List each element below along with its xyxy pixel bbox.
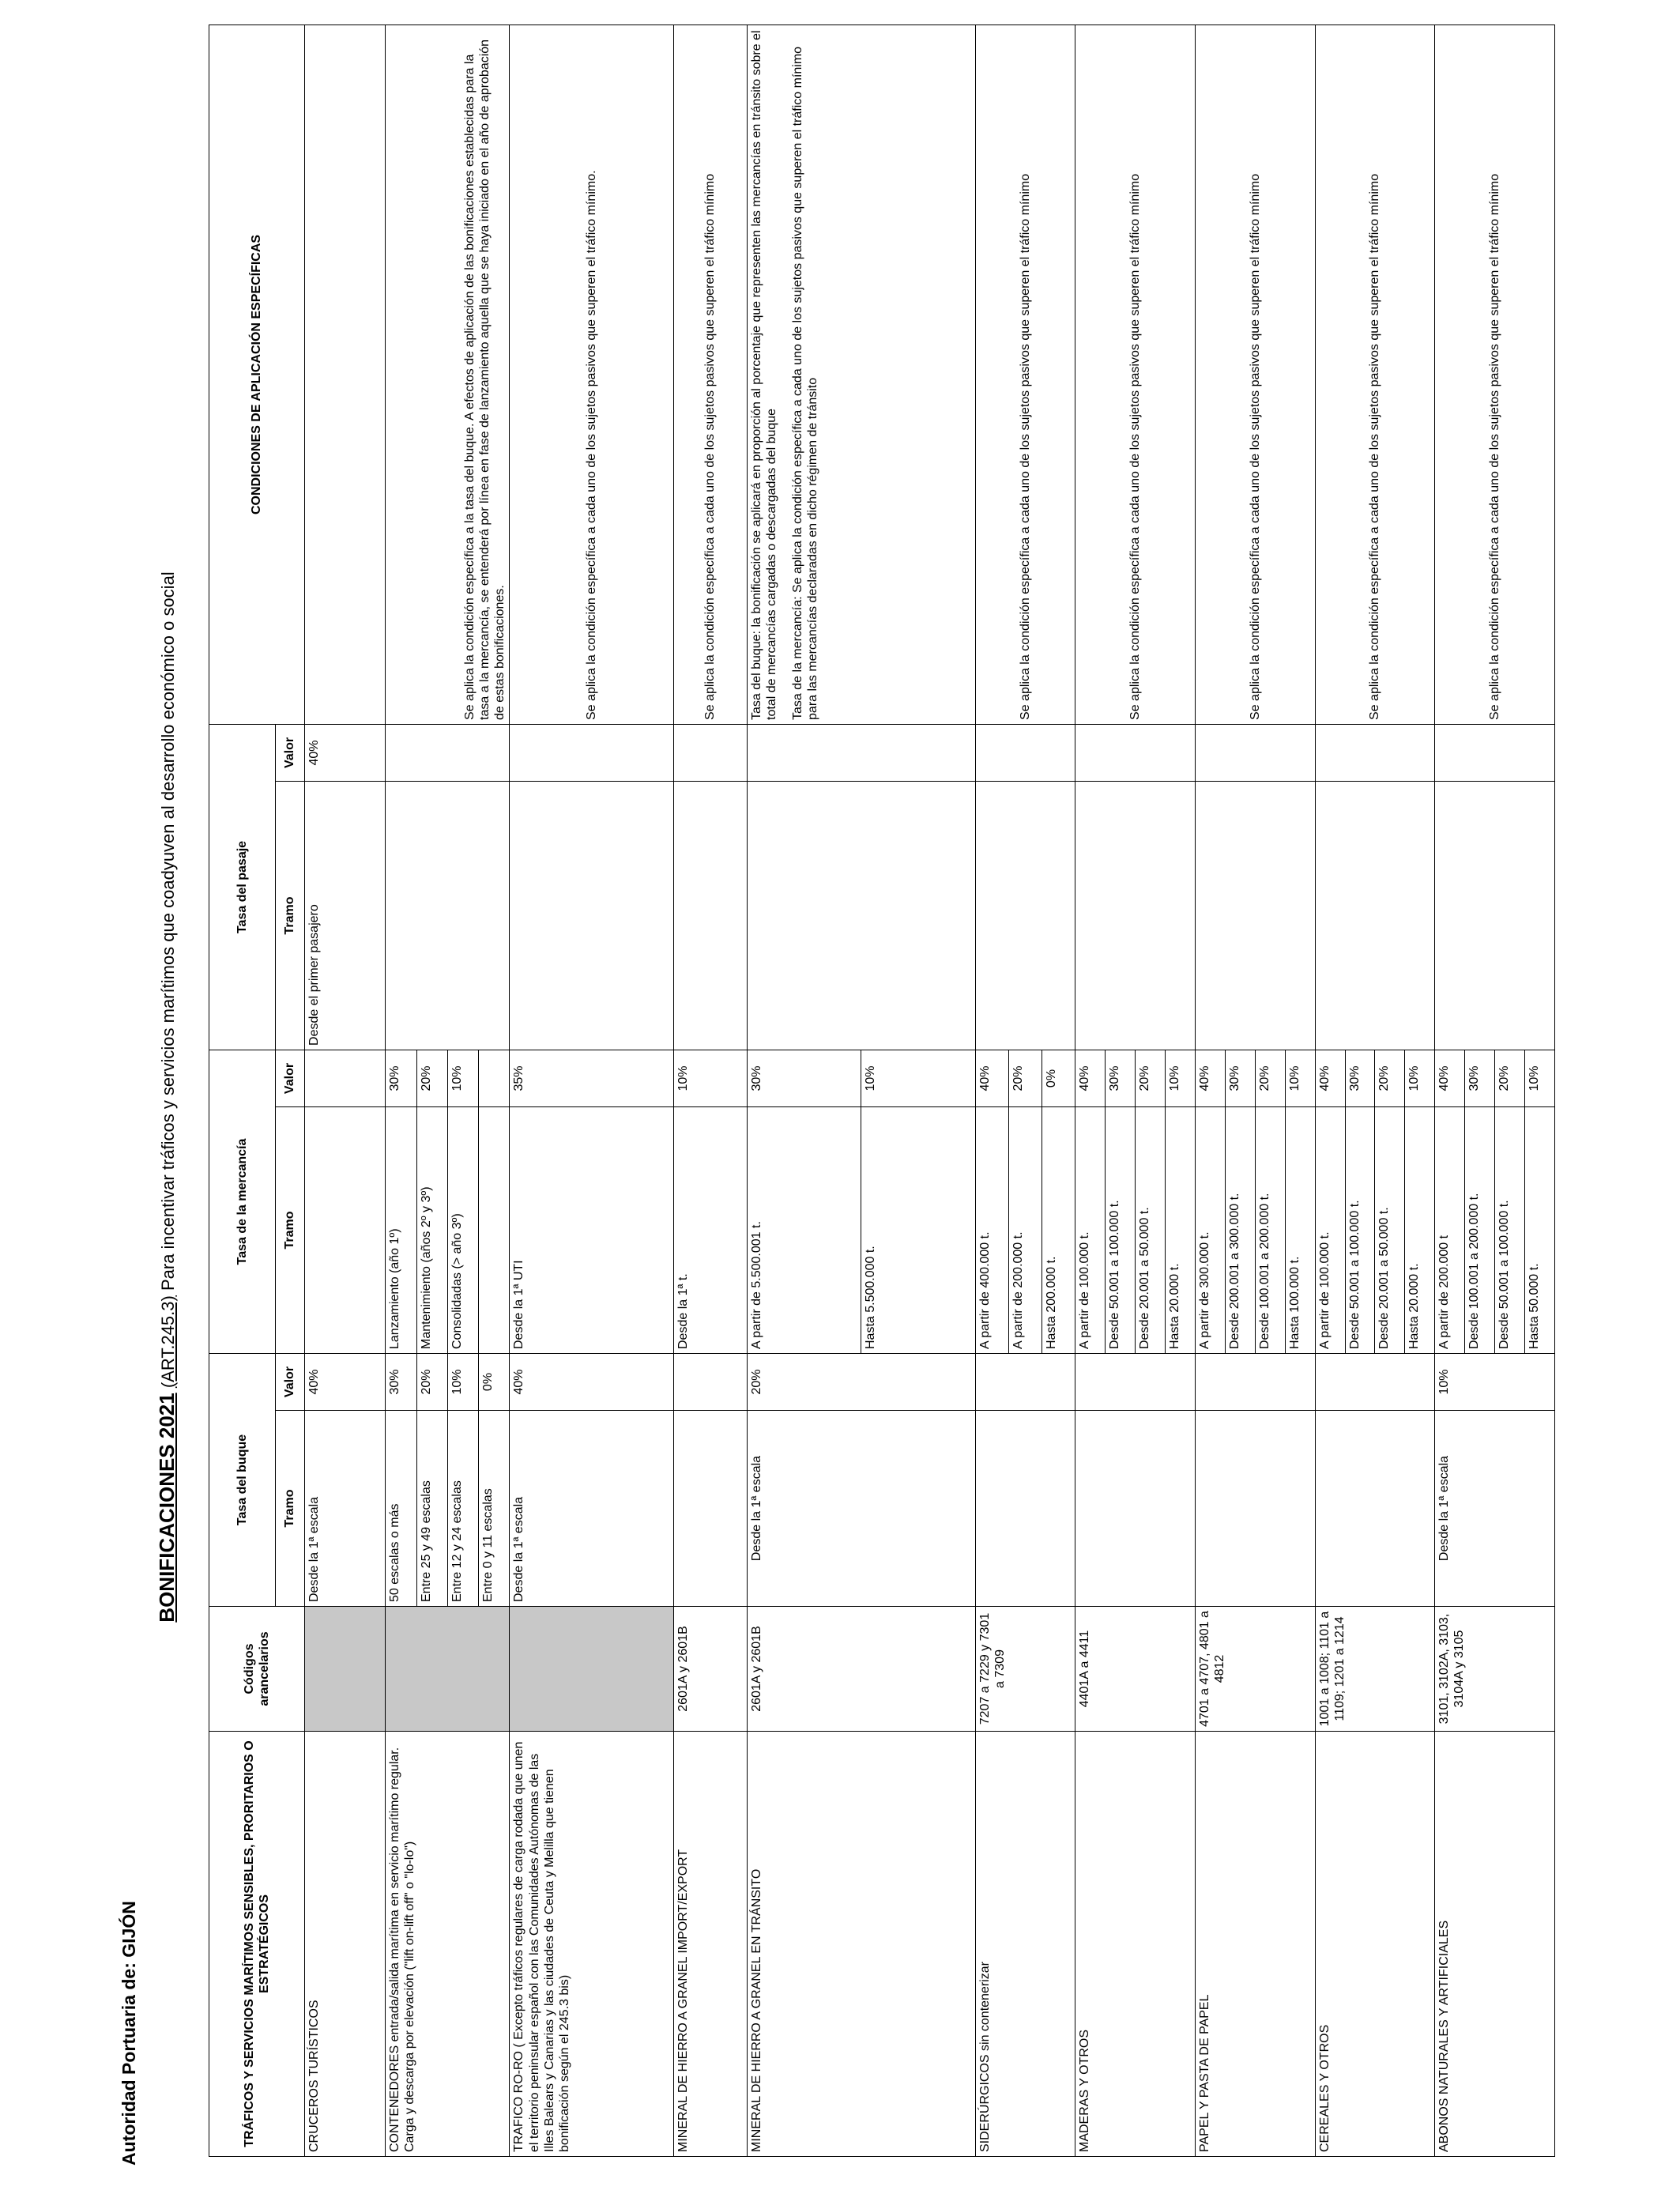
condiciones-cell: Se aplica la condición específica a la tasa del buque. A efectos de aplicación de las bonificaciones establecidas para la tasa a la mercancía, se entenderá por línea en fase de lanzamiento aquella que se haya iniciado en el año de aprobación de estas bonificaciones. bbox=[386, 25, 510, 724]
mercancia-tramo-cell bbox=[304, 1107, 385, 1354]
condiciones-cell bbox=[304, 25, 385, 724]
table-row bbox=[976, 25, 1009, 2156]
pasaje-tramo-cell bbox=[1075, 781, 1196, 1050]
buque-tramo-cell bbox=[1075, 1411, 1196, 1607]
mercancia-valor-cell: 30% bbox=[386, 1050, 416, 1106]
pasaje-valor-cell bbox=[1315, 724, 1435, 781]
mercancia-valor-cell: 20% bbox=[1495, 1050, 1525, 1106]
mercancia-tramo-cell: A partir de 5.500.001 t. bbox=[747, 1107, 861, 1354]
table-row bbox=[386, 25, 416, 2156]
table-row bbox=[304, 25, 385, 2156]
codigos-cell: 4401A a 4411 bbox=[1075, 1607, 1196, 1732]
mercancia-valor-cell: 20% bbox=[1255, 1050, 1285, 1106]
trafico-cell: SIDERÚRGICOS sin contenerizar bbox=[976, 1732, 1075, 2157]
mercancia-tramo-cell: Hasta 5.500.000 t. bbox=[861, 1107, 976, 1354]
mercancia-valor-cell: 20% bbox=[1136, 1050, 1166, 1106]
header-tasa-mercancia: Tasa de la mercancía bbox=[209, 1050, 276, 1353]
mercancia-valor-cell: 10% bbox=[1405, 1050, 1435, 1106]
header-trafico: TRÁFICOS Y SERVICIOS MARÍTIMOS SENSIBLES, PRORITARIOS O ESTRATÉGICOS bbox=[209, 1732, 305, 2157]
pasaje-valor-cell bbox=[1195, 724, 1315, 781]
buque-tramo-cell: Entre 0 y 11 escalas bbox=[479, 1411, 510, 1607]
mercancia-valor-cell: 30% bbox=[1345, 1050, 1375, 1106]
mercancia-valor-cell: 10% bbox=[1524, 1050, 1554, 1106]
pasaje-valor-cell bbox=[1075, 724, 1196, 781]
codigos-cell: 1001 a 1008; 1101 a 1109; 1201 a 1214 bbox=[1315, 1607, 1435, 1732]
buque-tramo-cell: Desde la 1ª escala bbox=[747, 1411, 975, 1607]
pasaje-valor-cell: 40% bbox=[304, 724, 385, 781]
buque-tramo-cell: Entre 12 y 24 escalas bbox=[447, 1411, 478, 1607]
mercancia-valor-cell bbox=[304, 1050, 385, 1106]
document-heading bbox=[155, 0, 179, 2194]
trafico-cell: MADERAS Y OTROS bbox=[1075, 1732, 1196, 2157]
mercancia-tramo-cell: A partir de 300.000 t. bbox=[1195, 1107, 1225, 1354]
mercancia-valor-cell bbox=[479, 1050, 510, 1106]
buque-valor-cell: 0% bbox=[479, 1354, 510, 1411]
table-row bbox=[1435, 25, 1465, 2156]
mercancia-valor-cell: 40% bbox=[1075, 1050, 1106, 1106]
buque-valor-cell: 40% bbox=[304, 1354, 385, 1411]
trafico-cell: CRUCEROS TURÍSTICOS bbox=[304, 1732, 385, 2157]
mercancia-tramo-cell: Consolidadas (> año 3º) bbox=[447, 1107, 478, 1354]
buque-valor-cell bbox=[674, 1354, 748, 1411]
codigos-cell: 4701 a 4707, 4801 a 4812 bbox=[1195, 1607, 1315, 1732]
header-codigos: Códigos arancelarios bbox=[209, 1607, 305, 1732]
buque-tramo-cell bbox=[674, 1411, 748, 1607]
buque-valor-cell: 20% bbox=[416, 1354, 447, 1411]
trafico-cell: MINERAL DE HIERRO A GRANEL EN TRÁNSITO bbox=[747, 1732, 975, 2157]
condicion-mercancia-text: Tasa de la mercancía: Se aplica la condición específica a cada uno de los sujetos pasivos que superen el tráfico mínimo para las mercancías declaradas en dicho régimen de tránsito bbox=[791, 46, 820, 720]
condiciones-cell: Se aplica la condición específica a cada uno de los sujetos pasivos que superen el tráfico mínimo bbox=[1075, 25, 1196, 724]
trafico-cell: PAPEL Y PASTA DE PAPEL bbox=[1195, 1732, 1315, 2157]
buque-tramo-cell: 50 escalas o más bbox=[386, 1411, 416, 1607]
table-row bbox=[510, 25, 674, 2156]
document-subtitle: Para incentivar tráficos y servicios marítimos que coadyuven al desarrollo económico o social bbox=[158, 571, 178, 1291]
pasaje-valor-cell bbox=[510, 724, 674, 781]
mercancia-tramo-cell: Desde 50.001 a 100.000 t. bbox=[1495, 1107, 1525, 1354]
table-row bbox=[1195, 25, 1225, 2156]
mercancia-tramo-cell: A partir de 200.000 t bbox=[1435, 1107, 1465, 1354]
condicion-buque-text: Tasa del buque: la bonificación se aplicará en proporción al porcentaje que representen las mercancías en tránsito sobre el total de mercancías cargadas o descargadas del buque bbox=[749, 30, 779, 720]
pasaje-tramo-cell bbox=[1435, 781, 1555, 1050]
buque-tramo-cell bbox=[976, 1411, 1075, 1607]
pasaje-tramo-cell bbox=[510, 781, 674, 1050]
subheader-buque-tramo: Tramo bbox=[276, 1411, 305, 1607]
header-condiciones: CONDICIONES DE APLICACIÓN ESPECÍFICAS bbox=[209, 25, 305, 724]
pasaje-tramo-cell bbox=[674, 781, 748, 1050]
pasaje-tramo-cell bbox=[1315, 781, 1435, 1050]
mercancia-tramo-cell: Desde 20.001 a 50.000 t. bbox=[1136, 1107, 1166, 1354]
mercancia-valor-cell: 20% bbox=[416, 1050, 447, 1106]
buque-valor-cell: 10% bbox=[1435, 1354, 1555, 1411]
mercancia-valor-cell: 10% bbox=[447, 1050, 478, 1106]
trafico-cell: ABONOS NATURALES Y ARTIFICIALES bbox=[1435, 1732, 1555, 2157]
condiciones-cell: Se aplica la condición específica a cada uno de los sujetos pasivos que superen el tráfico mínimo bbox=[1315, 25, 1435, 724]
mercancia-tramo-cell: Lanzamiento (año 1º) bbox=[386, 1107, 416, 1354]
buque-valor-cell: 20% bbox=[747, 1354, 975, 1411]
subheader-buque-valor: Valor bbox=[276, 1354, 305, 1411]
codigos-cell bbox=[386, 1607, 510, 1732]
mercancia-tramo-cell: A partir de 100.000 t. bbox=[1315, 1107, 1345, 1354]
mercancia-valor-cell: 10% bbox=[674, 1050, 748, 1106]
mercancia-valor-cell: 30% bbox=[1225, 1050, 1255, 1106]
codigos-cell: 7207 a 7229 y 7301 a 7309 bbox=[976, 1607, 1075, 1732]
trafico-cell: CONTENEDORES entrada/salida marítima en servicio marítimo regular. Carga y descarga por elevación ("lift on-lift off" o "lo-lo") bbox=[386, 1732, 510, 2157]
codigos-cell: 3101, 3102A, 3103, 3104A y 3105 bbox=[1435, 1607, 1555, 1732]
mercancia-tramo-cell: Desde la 1ª t. bbox=[674, 1107, 748, 1354]
mercancia-valor-cell: 40% bbox=[1195, 1050, 1225, 1106]
pasaje-tramo-cell bbox=[386, 781, 510, 1050]
mercancia-tramo-cell: A partir de 100.000 t. bbox=[1075, 1107, 1106, 1354]
table-row bbox=[674, 25, 748, 2156]
pasaje-valor-cell bbox=[747, 724, 975, 781]
buque-valor-cell bbox=[1075, 1354, 1196, 1411]
codigos-cell bbox=[304, 1607, 385, 1732]
mercancia-tramo-cell: Hasta 20.000 t. bbox=[1405, 1107, 1435, 1354]
buque-tramo-cell bbox=[1195, 1411, 1315, 1607]
buque-valor-cell: 10% bbox=[447, 1354, 478, 1411]
trafico-cell: TRAFICO RO-RO ( Excepto tráficos regulares de carga rodada que unen el territorio peninsular español con las Comunidades Autónomas de las Illes Balears y Canarias y las ciudades de Ceuta y Melilla que tienen bonificación según el 245.3 bis) bbox=[510, 1732, 674, 2157]
codigos-cell bbox=[510, 1607, 674, 1732]
mercancia-valor-cell: 35% bbox=[510, 1050, 674, 1106]
mercancia-valor-cell: 40% bbox=[1435, 1050, 1465, 1106]
subheader-mercancia-tramo: Tramo bbox=[276, 1107, 305, 1354]
mercancia-tramo-cell bbox=[479, 1107, 510, 1354]
condiciones-cell: Se aplica la condición específica a cada uno de los sujetos pasivos que superen el tráfico mínimo. bbox=[510, 25, 674, 724]
mercancia-tramo-cell: Hasta 200.000 t. bbox=[1042, 1107, 1075, 1354]
mercancia-tramo-cell: Desde 50.001 a 100.000 t. bbox=[1345, 1107, 1375, 1354]
condiciones-cell: Se aplica la condición específica a cada uno de los sujetos pasivos que superen el tráfico mínimo bbox=[976, 25, 1075, 724]
buque-tramo-cell: Desde la 1ª escala bbox=[304, 1411, 385, 1607]
mercancia-valor-cell: 10% bbox=[1166, 1050, 1196, 1106]
mercancia-valor-cell: 10% bbox=[1285, 1050, 1315, 1106]
pasaje-tramo-cell bbox=[1195, 781, 1315, 1050]
mercancia-tramo-cell: Desde 200.001 a 300.000 t. bbox=[1225, 1107, 1255, 1354]
pasaje-tramo-cell bbox=[976, 781, 1075, 1050]
mercancia-valor-cell: 20% bbox=[1375, 1050, 1405, 1106]
mercancia-tramo-cell: Desde la 1ª UTI bbox=[510, 1107, 674, 1354]
table-row bbox=[1075, 25, 1106, 2156]
condiciones-cell bbox=[747, 25, 975, 724]
mercancia-tramo-cell: A partir de 200.000 t. bbox=[1009, 1107, 1042, 1354]
mercancia-tramo-cell: Desde 100.001 a 200.000 t. bbox=[1465, 1107, 1495, 1354]
mercancia-valor-cell: 40% bbox=[976, 1050, 1009, 1106]
codigos-cell: 2601A y 2601B bbox=[747, 1607, 975, 1732]
condiciones-cell: Se aplica la condición específica a cada uno de los sujetos pasivos que superen el tráfico mínimo bbox=[1195, 25, 1315, 724]
subheader-pasaje-valor: Valor bbox=[276, 724, 305, 781]
pasaje-valor-cell bbox=[674, 724, 748, 781]
pasaje-valor-cell bbox=[1435, 724, 1555, 781]
mercancia-valor-cell: 20% bbox=[1009, 1050, 1042, 1106]
buque-valor-cell bbox=[1315, 1354, 1435, 1411]
mercancia-valor-cell: 0% bbox=[1042, 1050, 1075, 1106]
mercancia-tramo-cell: Desde 50.001 a 100.000 t. bbox=[1106, 1107, 1136, 1354]
header-tasa-buque: Tasa del buque bbox=[209, 1354, 276, 1607]
buque-tramo-cell: Entre 25 y 49 escalas bbox=[416, 1411, 447, 1607]
mercancia-tramo-cell: Hasta 20.000 t. bbox=[1166, 1107, 1196, 1354]
pasaje-tramo-cell: Desde el primer pasajero bbox=[304, 781, 385, 1050]
mercancia-tramo-cell: Hasta 100.000 t. bbox=[1285, 1107, 1315, 1354]
trafico-cell: CEREALES Y OTROS bbox=[1315, 1732, 1435, 2157]
mercancia-valor-cell: 30% bbox=[747, 1050, 861, 1106]
buque-tramo-cell bbox=[1315, 1411, 1435, 1607]
condiciones-cell: Se aplica la condición específica a cada uno de los sujetos pasivos que superen el tráfico mínimo bbox=[1435, 25, 1555, 724]
port-authority-label: Autoridad Portuaria de: GIJÓN bbox=[119, 1901, 139, 2166]
condiciones-cell: Se aplica la condición específica a cada uno de los sujetos pasivos que superen el tráfico mínimo bbox=[674, 25, 748, 724]
codigos-cell: 2601A y 2601B bbox=[674, 1607, 748, 1732]
trafico-cell: MINERAL DE HIERRO A GRANEL IMPORT/EXPORT bbox=[674, 1732, 748, 2157]
mercancia-tramo-cell: Mantenimiento (años 2º y 3º) bbox=[416, 1107, 447, 1354]
document-title: BONIFICACIONES 2021 bbox=[155, 1393, 179, 1623]
buque-tramo-cell: Desde la 1ª escala bbox=[510, 1411, 674, 1607]
mercancia-valor-cell: 40% bbox=[1315, 1050, 1345, 1106]
subheader-pasaje-tramo: Tramo bbox=[276, 781, 305, 1050]
pasaje-valor-cell bbox=[386, 724, 510, 781]
table-row bbox=[1315, 25, 1345, 2156]
buque-valor-cell bbox=[1195, 1354, 1315, 1411]
pasaje-tramo-cell bbox=[747, 781, 975, 1050]
mercancia-tramo-cell: Desde 100.001 a 200.000 t. bbox=[1255, 1107, 1285, 1354]
mercancia-tramo-cell: Desde 20.001 a 50.000 t. bbox=[1375, 1107, 1405, 1354]
mercancia-valor-cell: 30% bbox=[1106, 1050, 1136, 1106]
buque-valor-cell: 30% bbox=[386, 1354, 416, 1411]
table-row bbox=[747, 25, 861, 2156]
mercancia-valor-cell: 10% bbox=[861, 1050, 976, 1106]
mercancia-tramo-cell: A partir de 400.000 t. bbox=[976, 1107, 1009, 1354]
subheader-mercancia-valor: Valor bbox=[276, 1050, 305, 1106]
buque-tramo-cell: Desde la 1ª escala bbox=[1435, 1411, 1555, 1607]
buque-valor-cell: 40% bbox=[510, 1354, 674, 1411]
header-tasa-pasaje: Tasa del pasaje bbox=[209, 724, 276, 1050]
mercancia-valor-cell: 30% bbox=[1465, 1050, 1495, 1106]
article-reference: (ART.245.3) bbox=[158, 1295, 178, 1389]
bonificaciones-table bbox=[209, 25, 1555, 2157]
mercancia-tramo-cell: Hasta 50.000 t. bbox=[1524, 1107, 1554, 1354]
pasaje-valor-cell bbox=[976, 724, 1075, 781]
buque-valor-cell bbox=[976, 1354, 1075, 1411]
